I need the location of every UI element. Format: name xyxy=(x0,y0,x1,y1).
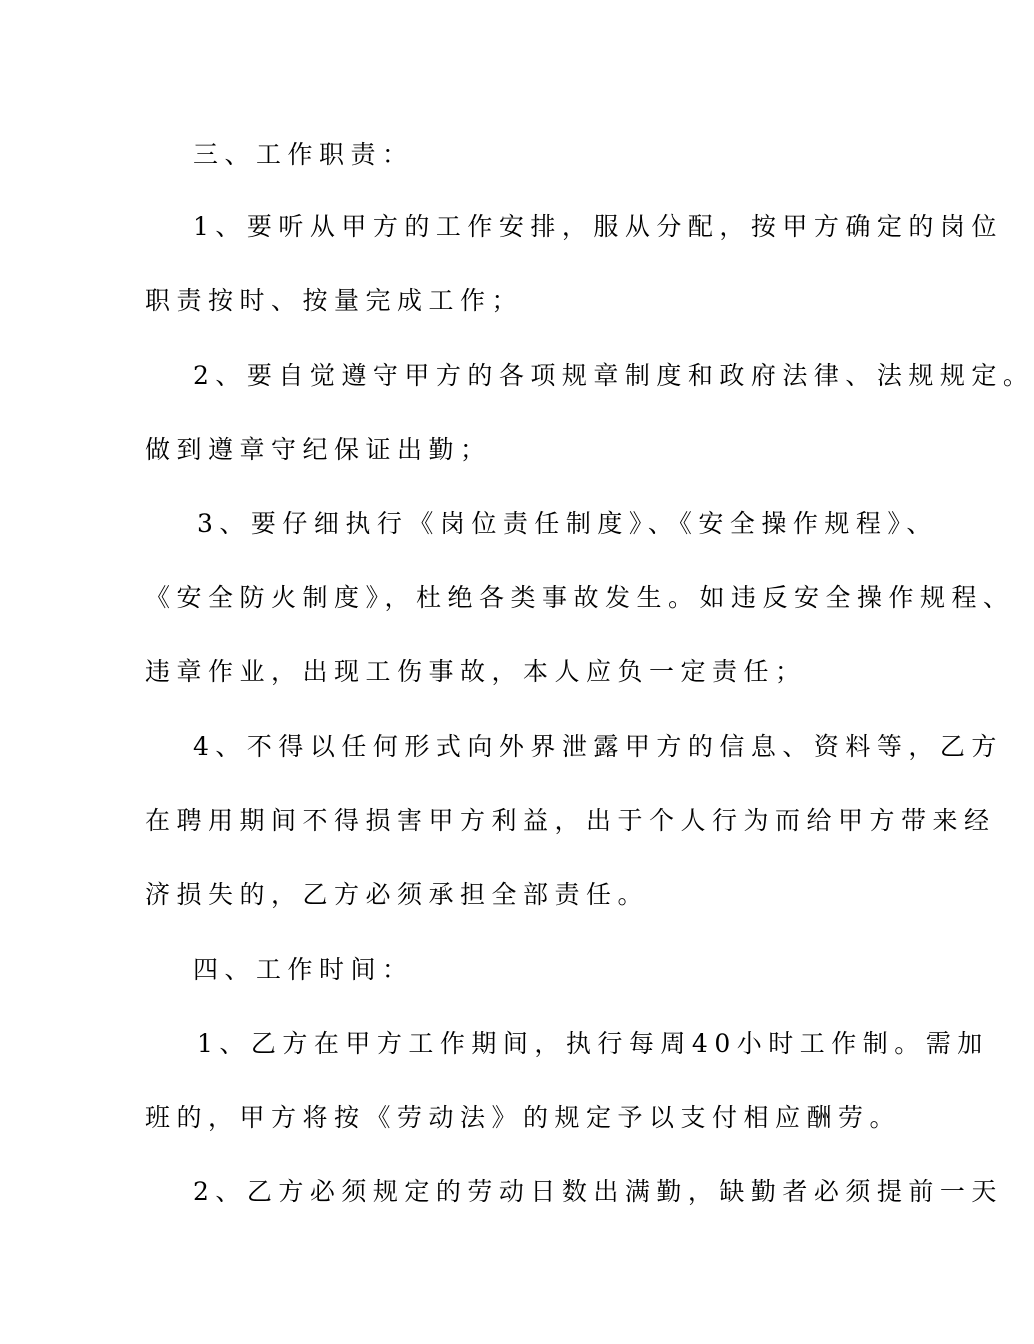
paragraph-line: 职责按时、按量完成工作； xyxy=(145,286,524,315)
section-heading-duties: 三、工作职责： xyxy=(193,140,414,169)
paragraph-line: 2、要自觉遵守甲方的各项规章制度和政府法律、法规规定。 xyxy=(193,361,1034,390)
paragraph-line: 在聘用期间不得损害甲方利益，出于个人行为而给甲方带来经 xyxy=(145,806,996,835)
paragraph-line: 济损失的，乙方必须承担全部责任。 xyxy=(145,880,650,909)
paragraph-line: 做到遵章守纪保证出勤； xyxy=(145,435,492,464)
paragraph-line: 1、乙方在甲方工作期间，执行每周40小时工作制。需加 xyxy=(197,1029,989,1058)
paragraph-line: 班的，甲方将按《劳动法》的规定予以支付相应酬劳。 xyxy=(145,1103,902,1132)
paragraph-line: 3、要仔细执行《岗位责任制度》、《安全操作规程》、 xyxy=(197,509,938,538)
paragraph-line: 1、要听从甲方的工作安排，服从分配，按甲方确定的岗位 xyxy=(193,212,1003,241)
paragraph-line: 《安全防火制度》，杜绝各类事故发生。如违反安全操作规程、 xyxy=(145,583,1015,612)
paragraph-line: 违章作业，出现工伤事故，本人应负一定责任； xyxy=(145,657,807,686)
paragraph-line: 4、不得以任何形式向外界泄露甲方的信息、资料等，乙方 xyxy=(193,732,1003,761)
section-heading-hours: 四、工作时间： xyxy=(193,955,414,984)
paragraph-line: 2、乙方必须规定的劳动日数出满勤，缺勤者必须提前一天 xyxy=(193,1177,1003,1206)
